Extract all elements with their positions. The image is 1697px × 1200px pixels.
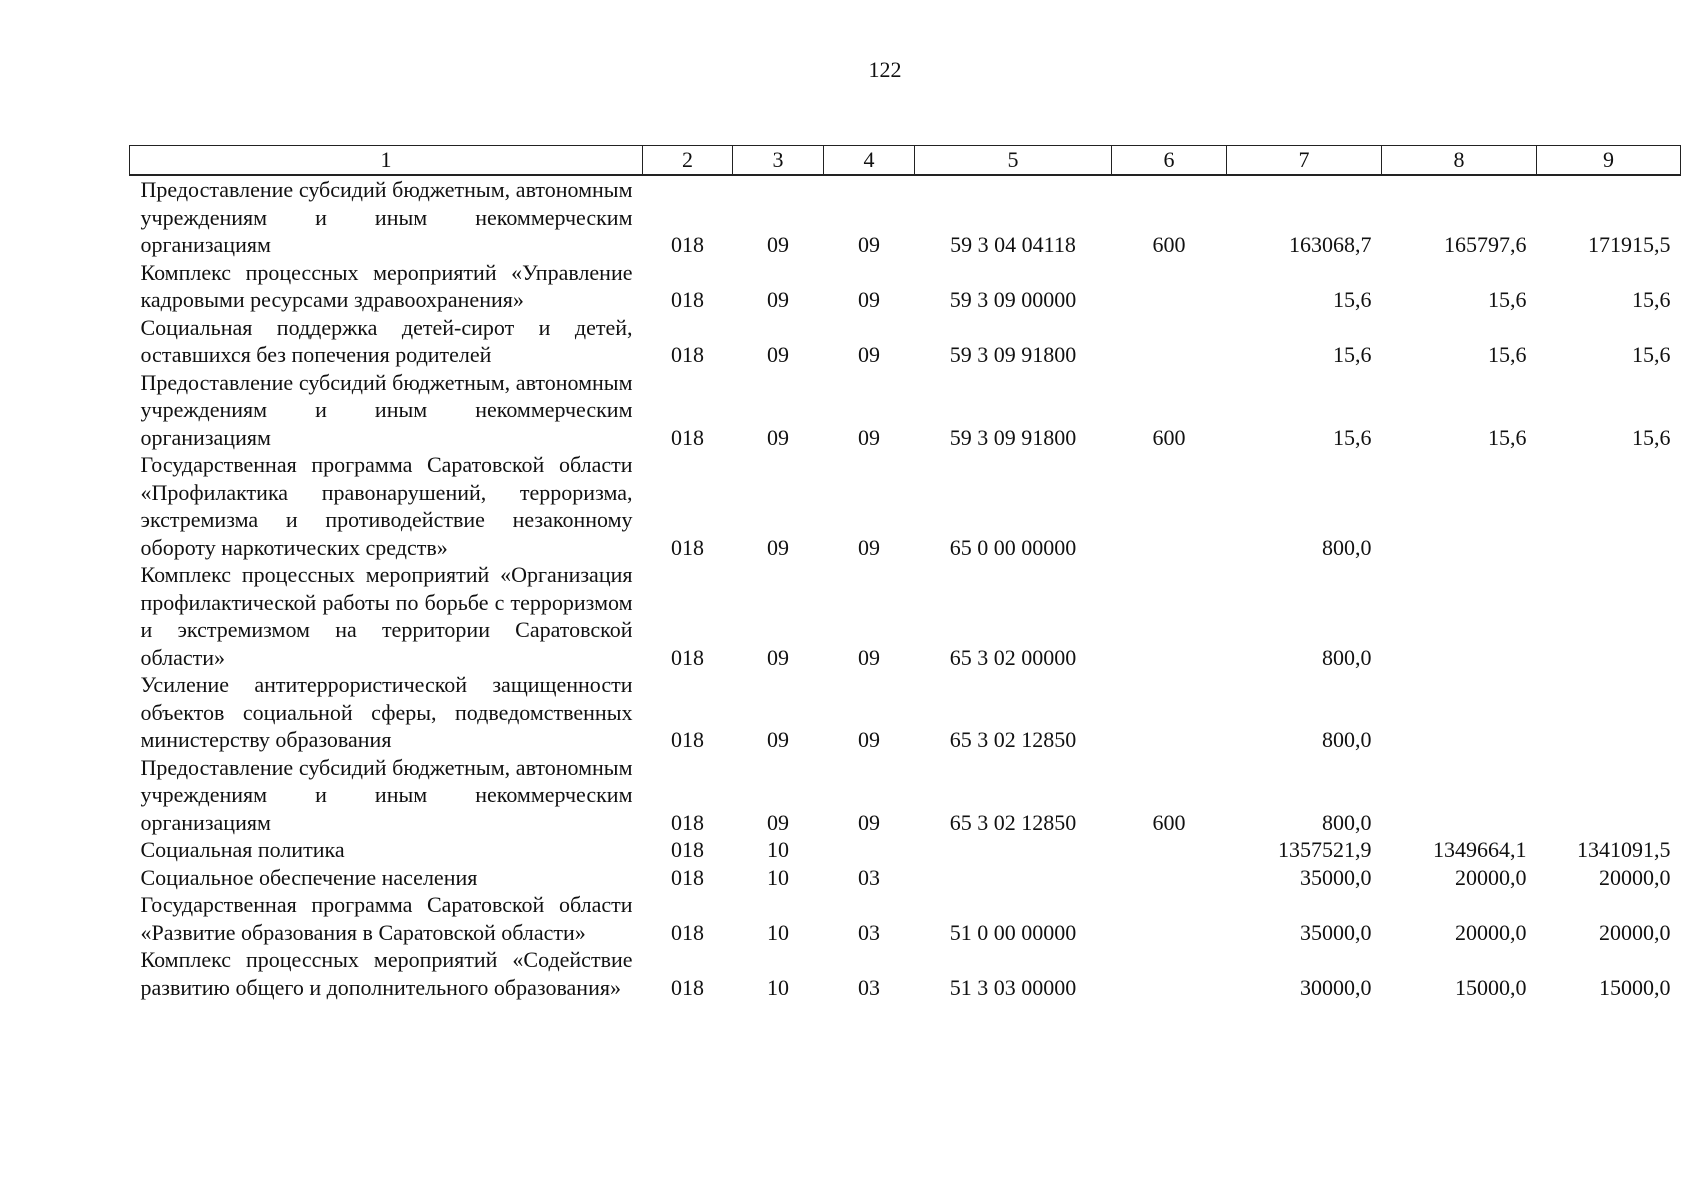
row-name: Комплекс процессных мероприятий «Содействие развитию общего и дополнительного образования» xyxy=(140,947,633,1000)
cell-col6 xyxy=(1112,946,1227,1001)
table-row xyxy=(130,864,1681,892)
cell-col7: 800,0 xyxy=(1322,534,1372,560)
column-header-2: 2 xyxy=(643,146,733,176)
cell-col4: 03 xyxy=(858,974,880,1000)
cell-col4: 09 xyxy=(858,644,880,670)
cell-col4: 09 xyxy=(858,424,880,450)
cell-col8: 20000,0 xyxy=(1455,919,1527,945)
cell-col4: 09 xyxy=(858,534,880,560)
row-name: Предоставление субсидий бюджетным, автономным учреждениям и иным некоммерческим организациям xyxy=(140,369,633,450)
budget-table xyxy=(129,145,1681,1001)
cell-col9: 15000,0 xyxy=(1599,974,1671,1000)
cell-col7: 15,6 xyxy=(1333,287,1372,312)
table-row xyxy=(130,314,1681,369)
row-name: Предоставление субсидий бюджетным, автономным учреждениям и иным некоммерческим организациям xyxy=(140,754,633,835)
row-name: Государственная программа Саратовской области «Профилактика правонарушений, терроризма, экстремизма и противодействие незаконному обороту наркотических средств» xyxy=(140,452,633,560)
table-row xyxy=(130,175,1681,259)
cell-col2: 018 xyxy=(671,809,704,835)
cell-col3: 10 xyxy=(767,837,789,862)
row-name: Социальное обеспечение населения xyxy=(140,864,478,890)
column-header-6: 6 xyxy=(1112,146,1227,176)
cell-col4: 03 xyxy=(858,864,880,890)
cell-col2: 018 xyxy=(671,919,704,945)
cell-col5: 51 0 00 00000 xyxy=(949,919,1077,945)
column-header-1: 1 xyxy=(130,146,643,176)
cell-col4: 09 xyxy=(858,232,880,257)
table-row xyxy=(130,836,1681,864)
cell-col9 xyxy=(1537,451,1681,561)
cell-col4: 09 xyxy=(858,342,880,367)
cell-col8: 165797,6 xyxy=(1444,232,1527,257)
cell-col2: 018 xyxy=(671,424,704,450)
cell-col4: 09 xyxy=(858,809,880,835)
cell-col5: 59 3 04 04118 xyxy=(950,232,1076,257)
cell-col6 xyxy=(1112,891,1227,946)
row-name: Усиление антитеррористической защищенности объектов социальной сферы, подведомственных министерству образования xyxy=(140,672,633,752)
cell-col5: 65 3 02 12850 xyxy=(949,727,1077,752)
cell-col2: 018 xyxy=(671,727,704,752)
cell-col2: 018 xyxy=(671,974,704,1000)
cell-col2: 018 xyxy=(671,864,704,890)
cell-col8: 15000,0 xyxy=(1455,974,1527,1000)
cell-col8 xyxy=(1382,561,1537,671)
cell-col7: 35000,0 xyxy=(1300,919,1372,945)
cell-col4: 03 xyxy=(858,919,880,945)
cell-col9: 15,6 xyxy=(1632,342,1671,367)
cell-col6 xyxy=(1112,864,1227,892)
cell-col5: 59 3 09 91800 xyxy=(949,424,1077,450)
cell-col8: 1349664,1 xyxy=(1433,837,1527,862)
cell-col3: 09 xyxy=(767,342,789,367)
cell-col3: 10 xyxy=(767,974,789,1000)
cell-col2: 018 xyxy=(671,534,704,560)
cell-col6: 600 xyxy=(1152,809,1186,835)
row-name: Социальная политика xyxy=(140,837,345,862)
row-name: Социальная поддержка детей-сирот и детей, оставшихся без попечения родителей xyxy=(140,314,633,367)
cell-col8 xyxy=(1382,671,1537,754)
cell-col5 xyxy=(915,864,1112,892)
cell-col6 xyxy=(1112,671,1227,754)
cell-col2: 018 xyxy=(671,287,704,312)
cell-col7: 800,0 xyxy=(1322,644,1372,670)
cell-col3: 09 xyxy=(767,287,789,312)
cell-col3: 10 xyxy=(767,919,789,945)
cell-col6 xyxy=(1112,836,1227,864)
cell-col3: 09 xyxy=(767,644,789,670)
cell-col4 xyxy=(824,836,915,864)
cell-col7: 35000,0 xyxy=(1300,864,1372,890)
table-row xyxy=(130,946,1681,1001)
cell-col5: 65 3 02 00000 xyxy=(949,644,1077,670)
cell-col9: 20000,0 xyxy=(1599,919,1671,945)
cell-col2: 018 xyxy=(671,232,704,257)
cell-col7: 800,0 xyxy=(1322,727,1372,752)
table-row xyxy=(130,259,1681,314)
page-number: 122 xyxy=(868,57,902,82)
cell-col6: 600 xyxy=(1152,424,1186,450)
column-header-5: 5 xyxy=(915,146,1112,176)
table-row xyxy=(130,671,1681,754)
cell-col8 xyxy=(1382,451,1537,561)
cell-col3: 09 xyxy=(767,727,789,752)
cell-col8: 15,6 xyxy=(1488,342,1527,367)
cell-col8 xyxy=(1382,754,1537,837)
cell-col3: 10 xyxy=(767,864,789,890)
cell-col9 xyxy=(1537,754,1681,837)
cell-col7: 30000,0 xyxy=(1300,974,1372,1000)
table-row xyxy=(130,754,1681,837)
cell-col6 xyxy=(1112,451,1227,561)
cell-col2: 018 xyxy=(671,837,704,862)
cell-col5: 65 0 00 00000 xyxy=(949,534,1077,560)
cell-col5: 51 3 03 00000 xyxy=(949,974,1077,1000)
cell-col3: 09 xyxy=(767,534,789,560)
cell-col6 xyxy=(1112,561,1227,671)
cell-col6 xyxy=(1112,259,1227,314)
column-header-9: 9 xyxy=(1537,146,1681,176)
cell-col8: 20000,0 xyxy=(1455,864,1527,890)
row-name: Комплекс процессных мероприятий «Организация профилактической работы по борьбе с терроризмом и экстремизмом на территории Саратовской области» xyxy=(140,562,633,670)
row-name: Государственная программа Саратовской области «Развитие образования в Саратовской области» xyxy=(140,892,633,945)
cell-col7: 15,6 xyxy=(1333,424,1372,450)
cell-col5: 59 3 09 91800 xyxy=(949,342,1077,367)
cell-col6: 600 xyxy=(1152,232,1186,257)
cell-col2: 018 xyxy=(671,644,704,670)
cell-col9: 1341091,5 xyxy=(1577,837,1671,862)
cell-col6 xyxy=(1112,314,1227,369)
cell-col4: 09 xyxy=(858,287,880,312)
column-header-4: 4 xyxy=(824,146,915,176)
cell-col9: 15,6 xyxy=(1632,287,1671,312)
table-row xyxy=(130,891,1681,946)
cell-col7: 1357521,9 xyxy=(1278,837,1372,862)
cell-col7: 163068,7 xyxy=(1289,232,1372,257)
cell-col9 xyxy=(1537,561,1681,671)
cell-col5: 65 3 02 12850 xyxy=(949,809,1077,835)
table-row xyxy=(130,561,1681,671)
cell-col7: 800,0 xyxy=(1322,809,1372,835)
row-name: Предоставление субсидий бюджетным, автономным учреждениям и иным некоммерческим организациям xyxy=(140,177,633,257)
cell-col2: 018 xyxy=(671,342,704,367)
cell-col7: 15,6 xyxy=(1333,342,1372,367)
row-name: Комплекс процессных мероприятий «Управление кадровыми ресурсами здравоохранения» xyxy=(140,259,633,312)
table-row xyxy=(130,451,1681,561)
column-header-3: 3 xyxy=(733,146,824,176)
column-header-7: 7 xyxy=(1227,146,1382,176)
cell-col9 xyxy=(1537,671,1681,754)
cell-col8: 15,6 xyxy=(1488,287,1527,312)
cell-col5 xyxy=(915,836,1112,864)
cell-col9: 20000,0 xyxy=(1599,864,1671,890)
cell-col5: 59 3 09 00000 xyxy=(949,287,1077,312)
column-header-8: 8 xyxy=(1382,146,1537,176)
table-row xyxy=(130,369,1681,452)
cell-col3: 09 xyxy=(767,424,789,450)
cell-col9: 15,6 xyxy=(1632,424,1671,450)
cell-col4: 09 xyxy=(858,727,880,752)
table-header-row xyxy=(130,146,1681,176)
cell-col8: 15,6 xyxy=(1488,424,1527,450)
cell-col9: 171915,5 xyxy=(1588,232,1671,257)
cell-col3: 09 xyxy=(767,809,789,835)
cell-col3: 09 xyxy=(767,232,789,257)
